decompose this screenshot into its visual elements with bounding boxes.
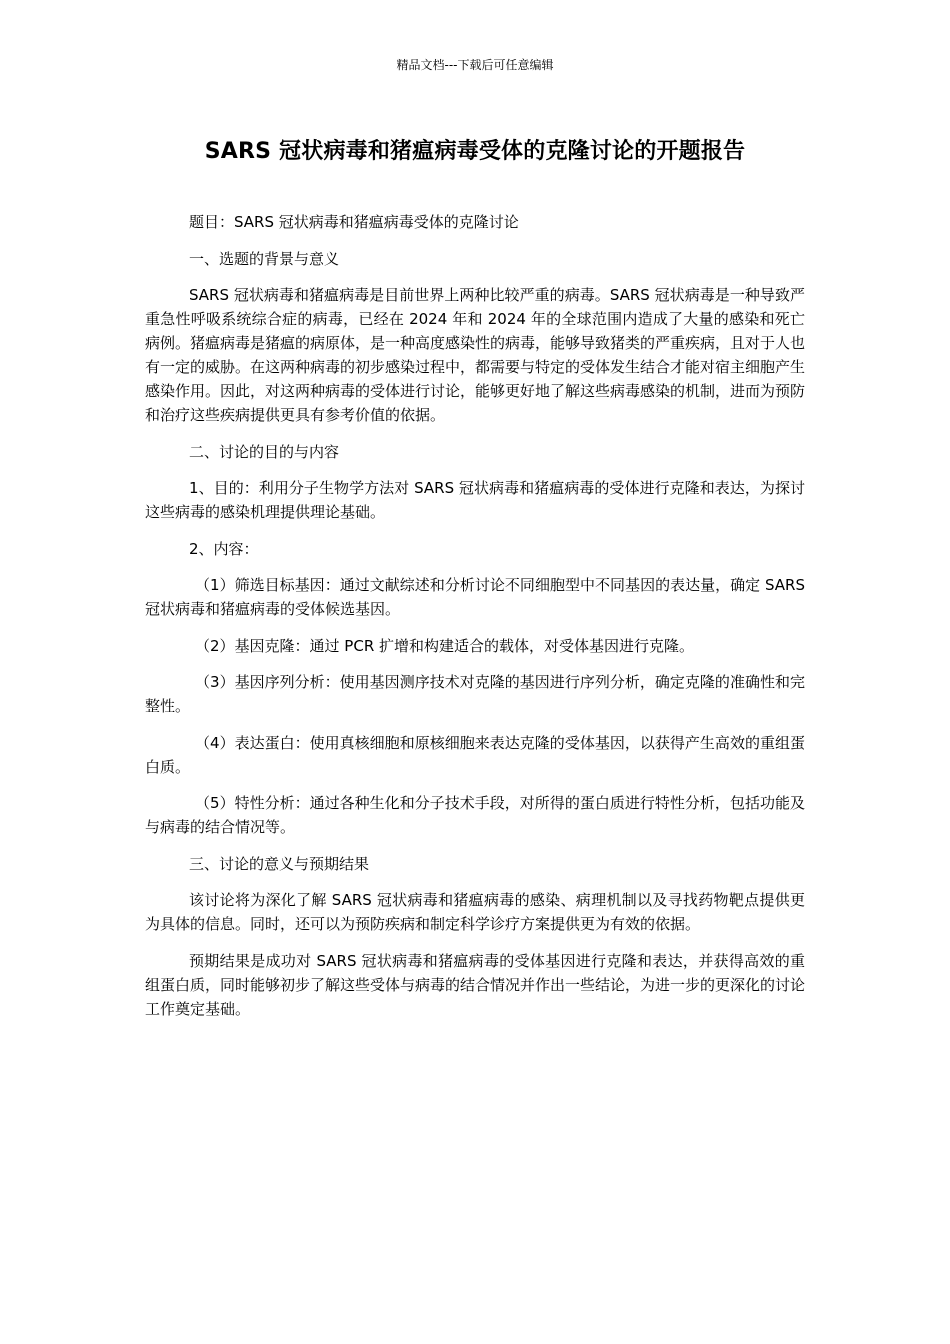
content-item-4: （4）表达蛋白：使用真核细胞和原核细胞来表达克隆的受体基因，以获得产生高效的重组蛋白质。 <box>145 733 805 776</box>
expected-results-paragraph: 预期结果是成功对 SARS 冠状病毒和猪瘟病毒的受体基因进行克隆和表达，并获得高效的重组蛋白质，同时能够初步了解这些受体与病毒的结合情况并作出一些结论，为进一步的更深化的讨论工作奠定基础。 <box>145 951 806 1018</box>
content-item-1: （1）筛选目标基因：通过文献综述和分析讨论不同细胞型中不同基因的表达量，确定 SARS 冠状病毒和猪瘟病毒的受体候选基因。 <box>145 576 805 618</box>
document-title: SARS 冠状病毒和猪瘟病毒受体的克隆讨论的开题报告 <box>204 139 746 164</box>
section-heading-significance: 三、讨论的意义与预期结果 <box>189 854 370 873</box>
section-heading-background: 一、选题的背景与意义 <box>189 249 340 268</box>
page-header-note: 精品文档---下载后可任意编辑 <box>396 58 554 72</box>
content-item-2: （2）基因克隆：通过 PCR 扩增和构建适合的载体，对受体基因进行克隆。 <box>195 636 695 655</box>
significance-paragraph: 该讨论将为深化了解 SARS 冠状病毒和猪瘟病毒的感染、病理机制以及寻找药物靶点提供更为具体的信息。同时，还可以为预防疾病和制定科学诊疗方案提供更为有效的依据。 <box>145 891 805 933</box>
document-body <box>145 210 805 1033</box>
purpose-paragraph: 1、目的：利用分子生物学方法对 SARS 冠状病毒和猪瘟病毒的受体进行克隆和表达，为探讨这些病毒的感染机理提供理论基础。 <box>145 479 805 521</box>
topic-line: 题目：SARS 冠状病毒和猪瘟病毒受体的克隆讨论 <box>189 213 519 231</box>
content-item-5: （5）特性分析：通过各种生化和分子技术手段，对所得的蛋白质进行特性分析，包括功能及与病毒的结合情况等。 <box>145 794 805 836</box>
content-item-3: （3）基因序列分析：使用基因测序技术对克隆的基因进行序列分析，确定克隆的准确性和完整性。 <box>145 673 805 715</box>
content-heading: 2、内容： <box>189 539 259 558</box>
section-heading-purpose: 二、讨论的目的与内容 <box>189 442 340 461</box>
background-paragraph: SARS 冠状病毒和猪瘟病毒是目前世界上两种比较严重的病毒。SARS 冠状病毒是一种导致严重急性呼吸系统综合症的病毒，已经在 2024 年和 2024 年的全球范围内造成了大量的感染和死亡病例。猪瘟病毒是猪瘟的病原体，是一种高度感染性的病毒，能够导致猪类的严重疾病，且对于人也有一定的威胁。在这两种病毒的初步感染过程中，都需要与特定的受体发生结合才能对宿主细胞产生感染作用。因此，对这两种病毒的受体进行讨论，能够更好地了解这些病毒感染的机制，进而为预防和治疗这些疾病提供更具有参考价值的依据。 <box>145 286 806 424</box>
